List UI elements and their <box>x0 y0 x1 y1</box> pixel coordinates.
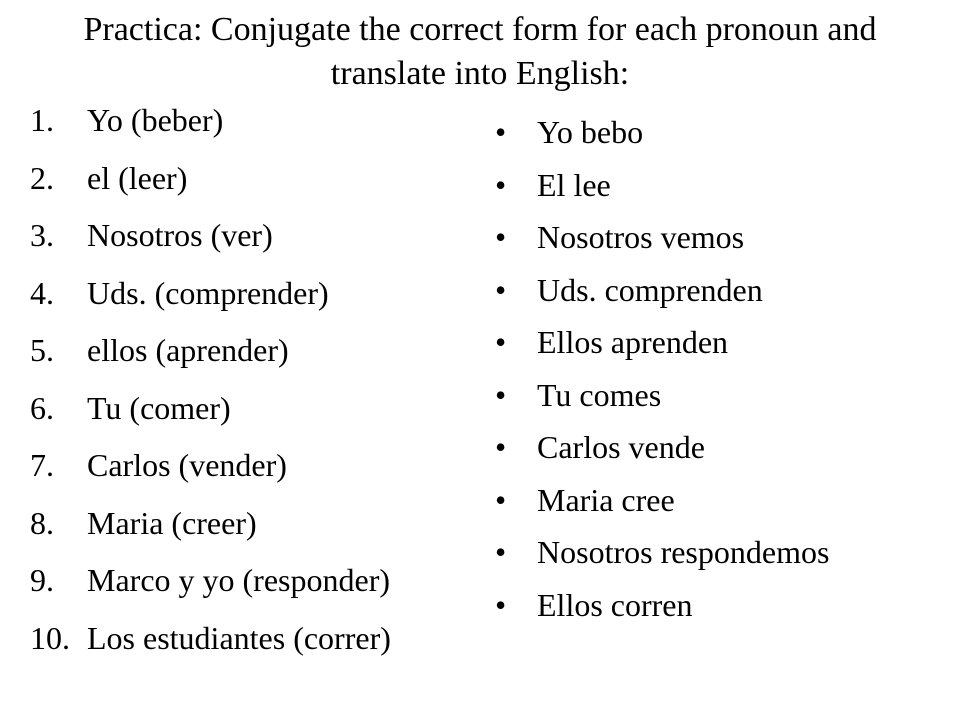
exercise-number: 1. <box>30 102 54 138</box>
exercise-prompt: ellos (aprender) <box>87 332 289 368</box>
bullet-icon: • <box>495 219 507 255</box>
answer-text: Carlos vende <box>537 429 705 465</box>
exercise-item <box>30 560 391 618</box>
exercise-item <box>30 158 391 216</box>
answer-item <box>495 270 829 323</box>
exercise-prompt: Tu (comer) <box>87 389 231 426</box>
bullet-icon: • <box>495 481 507 518</box>
exercise-prompt: Marco y yo (responder) <box>87 562 390 598</box>
exercise-number: 6. <box>30 389 54 426</box>
bullet-icon: • <box>495 324 507 360</box>
answer-text: Nosotros respondemos <box>537 534 830 570</box>
bullet-icon: • <box>495 534 507 570</box>
exercise-prompt: Los estudiantes (correr) <box>87 619 391 656</box>
answer-text: Yo bebo <box>537 114 644 150</box>
exercise-number: 3. <box>30 217 54 253</box>
exercise-number: 7. <box>30 447 54 483</box>
exercise-number: 5. <box>30 332 54 368</box>
exercise-number: 9. <box>30 562 54 598</box>
answer-text: Uds. comprenden <box>537 271 763 308</box>
answer-item <box>495 375 829 428</box>
exercise-prompt: Uds. (comprender) <box>87 274 329 311</box>
answer-text: Ellos aprenden <box>537 324 729 360</box>
exercise-list <box>30 100 391 675</box>
bullet-icon: • <box>495 114 507 150</box>
answer-text: El lee <box>537 166 611 203</box>
exercise-item <box>30 503 391 561</box>
exercise-item <box>30 215 391 273</box>
exercise-number: 8. <box>30 504 54 541</box>
exercise-prompt: Carlos (vender) <box>87 447 287 483</box>
answer-item <box>495 427 829 480</box>
bullet-icon: • <box>495 429 507 465</box>
exercise-item <box>30 388 391 446</box>
bullet-icon: • <box>495 166 507 203</box>
exercise-item <box>30 273 391 331</box>
bullet-icon: • <box>495 376 507 413</box>
answer-text: Tu comes <box>537 376 662 413</box>
bullet-icon: • <box>495 271 507 308</box>
exercise-item <box>30 100 391 158</box>
answer-item <box>495 585 829 638</box>
answer-text: Maria cree <box>537 481 675 518</box>
answer-item <box>495 165 829 218</box>
exercise-prompt: Maria (creer) <box>87 504 257 541</box>
exercise-item <box>30 445 391 503</box>
exercise-item <box>30 618 391 676</box>
exercise-number: 4. <box>30 274 54 311</box>
slide-title: Practica: Conjugate the correct form for each pronoun and translate into English: <box>83 11 877 92</box>
answer-item <box>495 322 829 375</box>
answer-item <box>495 480 829 533</box>
exercise-prompt: Nosotros (ver) <box>87 217 273 253</box>
exercise-number: 2. <box>30 159 54 196</box>
exercise-prompt: el (leer) <box>87 159 188 196</box>
answer-text: Ellos corren <box>537 586 693 623</box>
bullet-icon: • <box>495 586 507 623</box>
answer-text: Nosotros vemos <box>537 219 745 255</box>
answer-item <box>495 532 829 585</box>
exercise-number: 10. <box>30 619 70 656</box>
answer-list <box>495 112 829 637</box>
answer-item <box>495 112 829 165</box>
exercise-item <box>30 330 391 388</box>
exercise-prompt: Yo (beber) <box>87 102 224 138</box>
answer-item <box>495 217 829 270</box>
